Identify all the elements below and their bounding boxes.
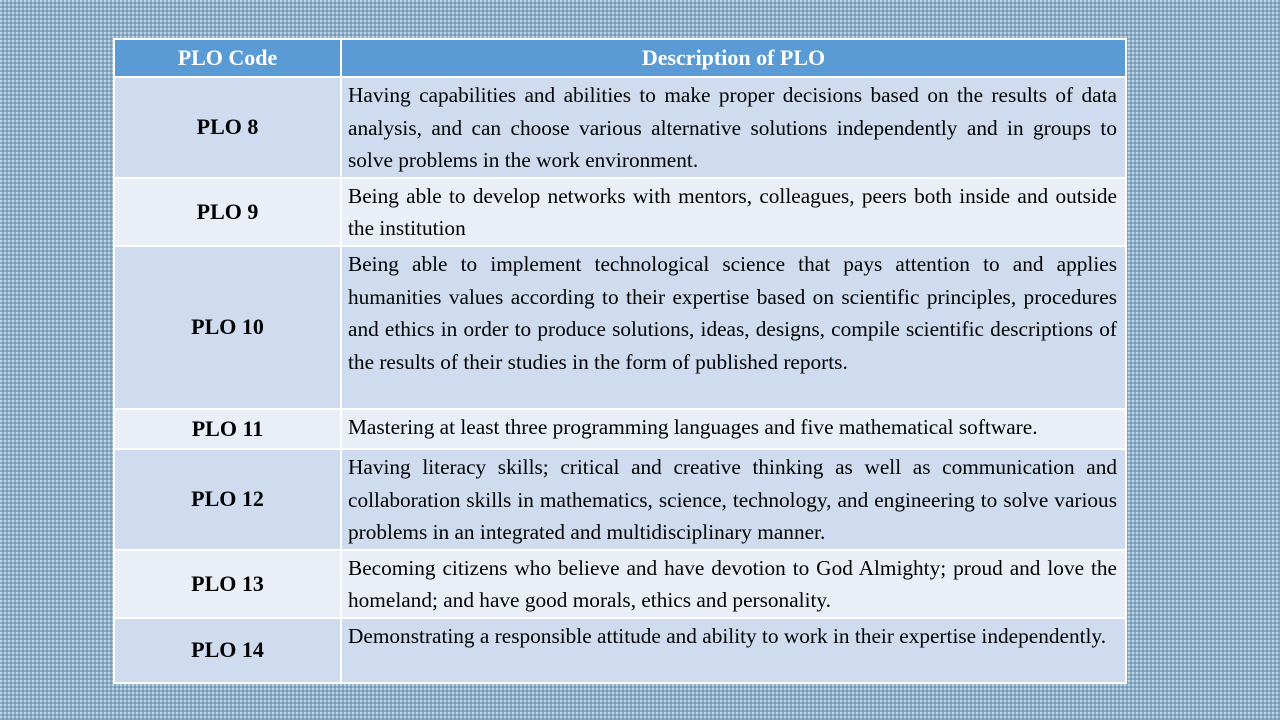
plo-code-cell: PLO 11 (114, 409, 341, 449)
table-row (114, 178, 1126, 246)
table-row (114, 618, 1126, 683)
plo-code-cell: PLO 13 (114, 550, 341, 618)
plo-code-cell: PLO 8 (114, 77, 341, 178)
plo-code-cell: PLO 14 (114, 618, 341, 683)
table-header-row (114, 39, 1126, 77)
plo-description-cell: Demonstrating a responsible attitude and ability to work in their expertise independently. (341, 618, 1126, 683)
table-row (114, 449, 1126, 550)
header-plo-code: PLO Code (114, 39, 341, 77)
plo-description-cell: Having literacy skills; critical and creative thinking as well as communication and collaboration skills in mathematics, science, technology, and engineering to solve various problems in an integrated and multidisciplinary manner. (341, 449, 1126, 550)
table-row (114, 246, 1126, 409)
table-row (114, 550, 1126, 618)
plo-description-cell: Being able to develop networks with mentors, colleagues, peers both inside and outside the institution (341, 178, 1126, 246)
plo-code-cell: PLO 12 (114, 449, 341, 550)
plo-description-cell: Mastering at least three programming languages and five mathematical software. (341, 409, 1126, 449)
plo-code-cell: PLO 10 (114, 246, 341, 409)
plo-description-cell: Having capabilities and abilities to make proper decisions based on the results of data analysis, and can choose various alternative solutions independently and in groups to solve problems in the work environment. (341, 77, 1126, 178)
plo-description-cell: Becoming citizens who believe and have devotion to God Almighty; proud and love the homeland; and have good morals, ethics and personality. (341, 550, 1126, 618)
table-row (114, 409, 1126, 449)
header-description: Description of PLO (341, 39, 1126, 77)
plo-table (113, 38, 1127, 684)
plo-code-cell: PLO 9 (114, 178, 341, 246)
table-row (114, 77, 1126, 178)
plo-description-cell: Being able to implement technological science that pays attention to and applies humanities values according to their expertise based on scientific principles, procedures and ethics in order to produce solutions, ideas, designs, compile scientific descriptions of the results of their studies in the form of published reports. (341, 246, 1126, 409)
